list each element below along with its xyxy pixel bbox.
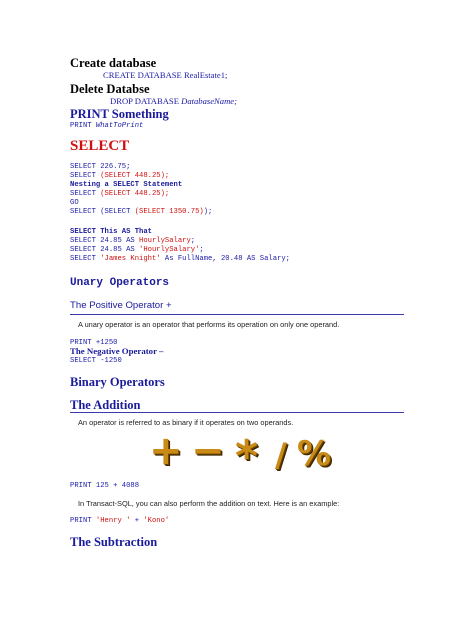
code-token-red: (SELECT 448.25); [100,172,170,180]
select-heading: SELECT [70,138,130,154]
unary-description: A unary operator is an operator that performs its operation on only one operand. [78,320,340,329]
nesting-heading: Nesting a SELECT Statement [70,181,183,189]
delete-database-heading: Delete Databse [70,82,150,96]
binary-operators-heading: Binary Operators [70,375,165,389]
percent-icon: % [297,434,332,474]
asterisk-icon: * [235,431,259,482]
code-token-red: (SELECT 1350.75) [134,208,204,216]
positive-operator-heading: The Positive Operator + [70,300,172,311]
code-token: SELECT 24.85 AS [70,246,140,254]
code-token: SELECT [70,172,101,180]
code-token: ; [199,246,204,254]
positive-code: PRINT +1250 [70,339,118,347]
database-name-arg: DatabaseName; [181,96,237,106]
alias-line-2 [70,246,204,254]
nesting-line-3 [70,208,212,216]
alias-line-3 [70,255,290,263]
select-line-2 [70,172,169,180]
code-token: SELECT 24.85 AS [70,237,140,245]
subtraction-heading: The Subtraction [70,535,158,549]
code-token-red: 'HourlySalary' [139,246,200,254]
section-divider [70,314,404,315]
nesting-line-1 [70,190,169,198]
addition-heading: The Addition [70,398,141,412]
print-keyword: PRINT [70,122,96,130]
code-token-red: 'James Knight' [100,255,161,263]
select-this-as-that-heading: SELECT This AS That [70,228,152,236]
drop-keyword: DROP DATABASE [110,96,182,106]
code-token: SELECT (SELECT [70,208,135,216]
code-token: SELECT [70,255,101,263]
print-arg: WhatToPrint [95,122,144,130]
slash-icon: / [275,436,287,474]
code-token-red: 'Henry ' [95,517,131,525]
plus-sign-icon: + [149,428,183,474]
code-token: + [130,517,144,525]
addition-code: PRINT 125 + 4088 [70,482,140,490]
section-divider [70,412,404,413]
code-token: ; [190,237,196,245]
binary-description: An operator is referred to as binary if it operates on two operands. [78,418,294,427]
alias-line-1 [70,237,195,245]
unary-operators-heading: Unary Operators [70,277,170,289]
negative-code: SELECT -1250 [70,357,122,365]
create-database-heading: Create database [70,56,157,70]
create-database-code: CREATE DATABASE RealEstate1; [103,70,228,80]
nesting-line-2: GO [70,199,79,207]
text-addition-code [70,517,169,525]
code-token: As FullName, 20.48 AS Salary; [160,255,290,263]
code-token-red: (SELECT 448.25); [100,190,170,198]
print-heading: PRINT Something [70,107,169,121]
text-addition-description: In Transact-SQL, you can also perform the addition on text. Here is an example: [78,499,340,508]
operator-glyphs-graphic [145,428,335,482]
code-token-red: 'Kono' [143,517,170,525]
code-token: SELECT [70,190,101,198]
print-code [70,122,143,130]
negative-operator-heading: The Negative Operator – [70,346,164,356]
code-token-red: HourlySalary [139,237,191,245]
minus-sign-icon: − [191,428,225,474]
select-line-1: SELECT 226.75; [70,163,131,171]
code-token: PRINT [70,517,96,525]
delete-database-code [110,96,237,106]
code-token: ); [203,208,213,216]
